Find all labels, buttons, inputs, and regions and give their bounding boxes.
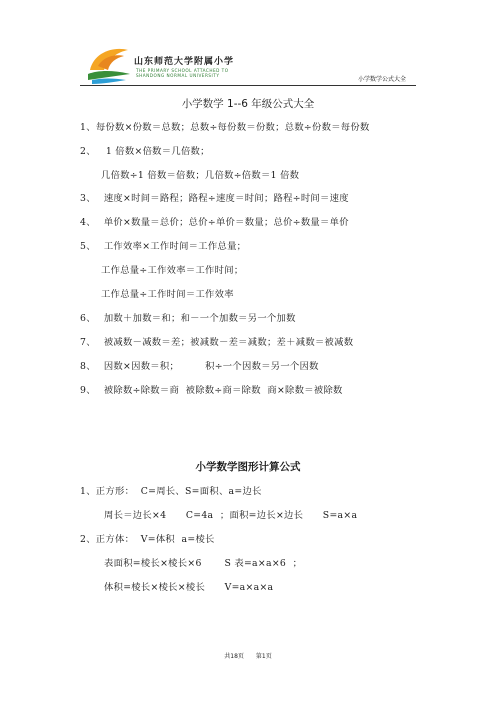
- formula-line: 1、正方形： C=周长、S=面积、a=边长: [80, 486, 262, 497]
- formula-text: 几倍数÷1 倍数＝倍数；几倍数÷倍数＝1 倍数: [101, 170, 300, 181]
- header-divider: [80, 85, 416, 86]
- formula-line: 周长＝边长×4 C=4a ；面积=边长×边长 S=a×a: [104, 510, 358, 521]
- formula-line: [80, 238, 246, 252]
- item-number: 3、: [80, 193, 96, 204]
- school-emblem-icon: [84, 40, 134, 88]
- section-title: 小学数学 1--6 年级公式大全: [181, 98, 315, 110]
- formula-line: 表面积=棱长×棱长×6 S 表=a×a×6 ；: [104, 558, 303, 569]
- formula-line: [80, 358, 319, 372]
- formula-line: [101, 262, 243, 276]
- formula-line: [80, 382, 343, 396]
- formula-text: 被减数－减数＝差；被减数－差＝减数；差＋减数＝被减数: [103, 337, 354, 348]
- formula-line: [80, 119, 370, 133]
- formula-line: [80, 310, 296, 324]
- formula-text: 因数×因数＝积； 积÷一个因数＝另一个因数: [103, 361, 319, 372]
- formula-text: 被除数÷除数＝商 被除数÷商＝除数 商×除数＝被除数: [103, 385, 343, 396]
- item-number: 6、: [80, 313, 96, 324]
- item-number: 5、: [80, 241, 96, 252]
- formula-line: [101, 286, 234, 300]
- page-footer: [0, 651, 496, 660]
- logo-chinese-text: 山东师范大学附属小学: [134, 57, 235, 67]
- formula-line: [101, 167, 299, 181]
- formula-text: 每份数×份数＝总数；总数÷每份数＝份数；总数÷份数＝每份数: [95, 122, 370, 133]
- school-logo: [84, 40, 234, 88]
- formula-text: 工作总量÷工作效率＝工作时间；: [101, 265, 244, 276]
- item-number: 8、: [80, 361, 96, 372]
- formula-text: 单价×数量＝总价；总价÷单价＝数量；总价÷数量＝单价: [103, 217, 349, 228]
- formula-line: [80, 334, 353, 348]
- formula-text: 加数＋加数＝和；和－一个加数＝另一个加数: [103, 313, 296, 324]
- formula-line: [80, 190, 349, 204]
- current-page: 第1页: [255, 653, 272, 660]
- section-title: 小学数学图形计算公式: [195, 461, 301, 473]
- logo-english-line-2: SHANDONG NORMAL UNIVERSITY: [136, 73, 220, 78]
- logo-english-line-1: THE PRIMARY SCHOOL ATTACHED TO: [136, 68, 229, 73]
- formula-line: [80, 214, 349, 228]
- item-number: 1、: [80, 122, 96, 133]
- formula-line: 体积=棱长×棱长×棱长 V=a×a×a: [104, 582, 274, 593]
- total-pages: 共18页: [224, 653, 244, 660]
- formula-line: [80, 143, 210, 157]
- formula-line: 2、正方体： V=体积 a=棱长: [80, 534, 215, 545]
- item-number: 9、: [80, 385, 96, 396]
- formula-text: 1 倍数×倍数＝几倍数；: [105, 146, 210, 157]
- item-number: 7、: [80, 337, 96, 348]
- formula-text: 工作总量÷工作时间＝工作效率: [101, 289, 234, 300]
- formula-text: 速度×时间＝路程；路程÷速度＝时间；路程÷时间＝速度: [103, 193, 349, 204]
- formula-text: 工作效率×工作时间＝工作总量；: [103, 241, 247, 252]
- item-number: 4、: [80, 217, 96, 228]
- item-number: 2、: [80, 146, 96, 157]
- running-header: 小学数学公式大全: [357, 76, 406, 83]
